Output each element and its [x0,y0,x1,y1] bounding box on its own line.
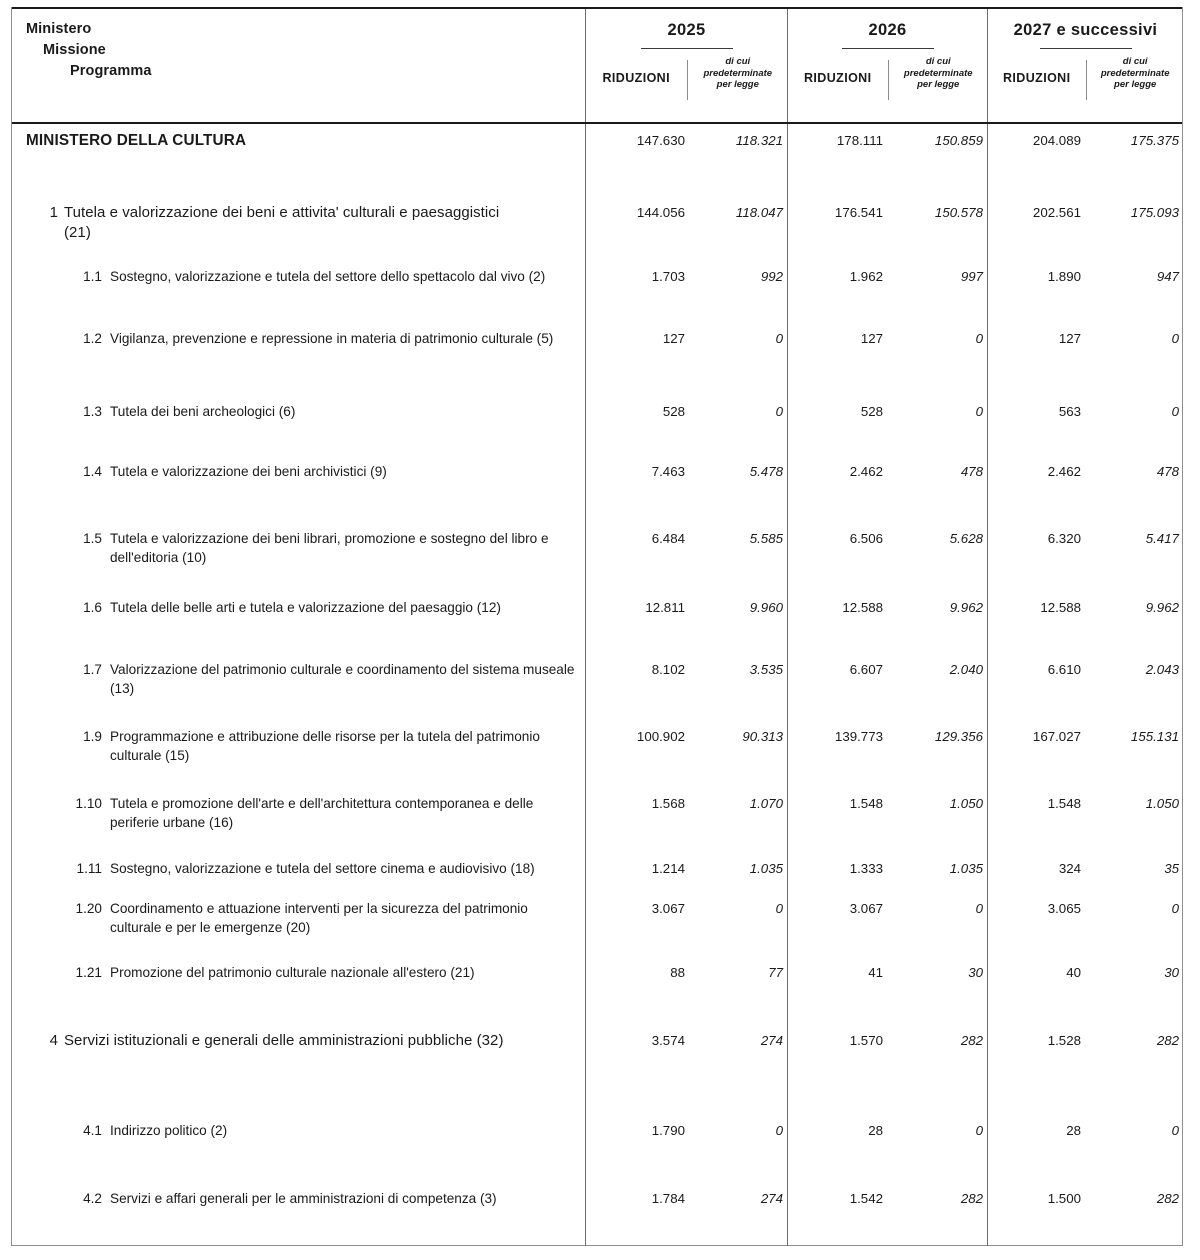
value-riduzioni: 6.320 [1047,531,1081,546]
value-riduzioni: 3.067 [651,901,685,916]
value-dicui-predeterminate: 947 [1156,269,1179,284]
value-dicui-predeterminate: 0 [975,404,983,419]
value-riduzioni: 139.773 [834,729,883,744]
row-label-cell [12,131,585,151]
header-dicui-line1: di cui [925,56,951,67]
row-label-cell [12,598,585,617]
value-dicui-predeterminate: 30 [968,965,983,980]
row-label-text: MINISTERO DELLA CULTURA [26,132,247,149]
header-subcolumn-divider [1086,60,1087,100]
value-dicui-predeterminate: 1.035 [949,861,983,876]
value-dicui-predeterminate: 35 [1164,861,1179,876]
header-dicui-line1: di cui [1122,56,1148,67]
value-riduzioni: 1.962 [849,269,883,284]
header-year-label: 2027 e successivi [1013,21,1158,39]
value-dicui-predeterminate: 5.478 [749,464,783,479]
row-number: 1.10 [75,796,102,811]
header-dicui-line1: di cui [725,56,751,67]
value-riduzioni: 202.561 [1032,205,1081,220]
value-dicui-predeterminate: 274 [760,1033,783,1048]
value-dicui-predeterminate: 282 [1156,1191,1179,1206]
value-riduzioni: 167.027 [1032,729,1081,744]
row-number: 1.21 [75,965,102,980]
value-riduzioni: 178.111 [836,133,883,148]
row-number: 1.11 [76,861,102,876]
value-dicui-predeterminate: 129.356 [934,729,983,744]
value-riduzioni: 1.568 [651,796,685,811]
row-label-text: Servizi e affari generali per le amministrazioni di competenza (3) [110,1191,497,1206]
header-dicui-label [1089,56,1181,91]
value-riduzioni: 6.607 [849,662,883,677]
value-riduzioni: 204.089 [1032,133,1081,148]
row-label-text: Programmazione e attribuzione delle risorse per la tutela del patrimonio culturale (15) [110,729,540,763]
value-riduzioni: 127 [662,331,685,346]
value-riduzioni: 40 [1066,965,1081,980]
value-dicui-predeterminate: 274 [760,1191,783,1206]
header-year-label: 2026 [868,21,907,39]
value-riduzioni: 1.548 [1047,796,1081,811]
row-number: 1.2 [83,331,102,346]
value-dicui-predeterminate: 3.535 [749,662,783,677]
value-riduzioni: 28 [868,1123,883,1138]
value-dicui-predeterminate: 9.962 [949,600,983,615]
value-riduzioni: 1.784 [651,1191,685,1206]
row-label-cell [12,727,585,765]
value-riduzioni: 100.902 [636,729,685,744]
value-riduzioni: 1.333 [849,861,883,876]
header-year-rule [842,48,934,49]
row-label-cell [12,794,585,832]
value-riduzioni: 127 [860,331,883,346]
value-dicui-predeterminate: 0 [1171,901,1179,916]
header-programma-label: Programma [70,63,152,79]
column-separator-2027 [987,124,988,1246]
value-dicui-predeterminate: 118.047 [735,205,783,220]
value-riduzioni: 1.528 [1047,1033,1081,1048]
value-riduzioni: 6.610 [1047,662,1081,677]
row-number: 1.1 [83,269,102,284]
value-dicui-predeterminate: 0 [775,901,783,916]
value-dicui-predeterminate: 0 [775,1123,783,1138]
value-dicui-predeterminate: 992 [760,269,783,284]
value-dicui-predeterminate: 282 [1156,1033,1179,1048]
value-dicui-predeterminate: 150.578 [934,205,983,220]
value-dicui-predeterminate: 90.313 [742,729,783,744]
value-riduzioni: 41 [868,965,883,980]
table-body [12,124,1182,1246]
value-riduzioni: 12.588 [842,600,883,615]
row-label-cell [12,899,585,937]
header-dicui-line3: per legge [716,79,759,90]
value-dicui-predeterminate: 77 [768,965,783,980]
header-riduzioni-label: RIDUZIONI [804,71,872,85]
header-subcolumns [788,56,987,104]
header-year-label: 2025 [667,21,706,39]
value-riduzioni: 1.570 [849,1033,883,1048]
header-subcolumn-divider [888,60,889,100]
value-dicui-predeterminate: 5.417 [1145,531,1179,546]
row-label-text: Servizi istituzionali e generali delle amministrazioni pubbliche (32) [64,1032,504,1049]
value-riduzioni: 2.462 [849,464,883,479]
row-number: 1.3 [83,404,102,419]
table-header [12,7,1182,124]
value-riduzioni: 88 [670,965,685,980]
row-label-text: Promozione del patrimonio culturale nazionale all'estero (21) [110,965,475,980]
value-dicui-predeterminate: 478 [1156,464,1179,479]
row-number: 1.5 [83,531,102,546]
header-dicui-line2: predeterminate [1100,67,1170,79]
row-label-cell [12,859,585,878]
value-riduzioni: 6.506 [849,531,883,546]
value-dicui-predeterminate: 118.321 [735,133,783,148]
header-group-2025 [585,9,787,122]
row-label-text: Indirizzo politico (2) [110,1123,228,1138]
value-riduzioni: 528 [860,404,883,419]
row-label-text: Vigilanza, prevenzione e repressione in materia di patrimonio culturale (5) [110,331,554,346]
value-dicui-predeterminate: 997 [960,269,983,284]
header-missione-label: Missione [43,42,106,58]
value-riduzioni: 563 [1058,404,1081,419]
row-label-text: Tutela e promozione dell'arte e dell'architettura contemporanea e delle periferie urbane (16) [110,796,534,830]
value-riduzioni: 8.102 [651,662,685,677]
value-riduzioni: 3.065 [1047,901,1081,916]
row-number: 1 [49,204,58,221]
value-dicui-predeterminate: 0 [975,331,983,346]
value-dicui-predeterminate: 478 [960,464,983,479]
value-dicui-predeterminate: 30 [1164,965,1179,980]
row-label-cell [12,963,585,982]
header-dicui-label [691,56,785,91]
value-riduzioni: 1.703 [651,269,685,284]
value-dicui-predeterminate: 2.040 [949,662,983,677]
header-dicui-label [891,56,985,91]
value-riduzioni: 144.056 [636,205,685,220]
value-dicui-predeterminate: 5.628 [949,531,983,546]
value-dicui-predeterminate: 0 [1171,1123,1179,1138]
row-label-text: Tutela e valorizzazione dei beni librari, promozione e sostegno del libro e dell'editoria (10) [110,531,549,565]
header-riduzioni-label: RIDUZIONI [1003,71,1071,85]
header-year-rule [1040,48,1132,49]
value-riduzioni: 12.588 [1040,600,1081,615]
value-dicui-predeterminate: 2.043 [1145,662,1179,677]
value-riduzioni: 127 [1058,331,1081,346]
value-dicui-predeterminate: 175.375 [1130,133,1179,148]
value-dicui-predeterminate: 5.585 [749,531,783,546]
value-dicui-predeterminate: 1.050 [1145,796,1179,811]
row-label-cell [12,329,585,348]
value-riduzioni: 528 [662,404,685,419]
row-label-text: Tutela e valorizzazione dei beni e attivita' culturali e paesaggistici (21) [64,204,500,241]
row-label-text: Sostegno, valorizzazione e tutela del settore cinema e audiovisivo (18) [110,861,535,876]
value-dicui-predeterminate: 9.962 [1145,600,1179,615]
row-label-cell [12,529,585,567]
row-number: 1.7 [83,662,102,677]
value-dicui-predeterminate: 1.070 [749,796,783,811]
value-riduzioni: 176.541 [834,205,883,220]
header-year-rule [641,48,733,49]
value-riduzioni: 1.790 [651,1123,685,1138]
row-label-text: Tutela e valorizzazione dei beni archivistici (9) [110,464,387,479]
value-riduzioni: 1.214 [651,861,685,876]
value-riduzioni: 3.067 [849,901,883,916]
row-label-cell [12,203,585,243]
value-riduzioni: 1.890 [1047,269,1081,284]
value-riduzioni: 12.811 [645,600,685,615]
row-label-cell [12,1189,585,1208]
column-separator-2026 [787,124,788,1246]
value-riduzioni: 147.630 [636,133,685,148]
value-riduzioni: 1.548 [849,796,883,811]
header-group-2026 [787,9,987,122]
header-group-2027 [987,9,1183,122]
table-frame [11,7,1183,1246]
column-separator-stub [585,124,586,1246]
header-subcolumns [586,56,787,104]
value-riduzioni: 28 [1066,1123,1081,1138]
row-number: 1.4 [83,464,102,479]
row-label-text: Valorizzazione del patrimonio culturale e coordinamento del sistema museale (13) [110,662,575,696]
row-label-cell [12,660,585,698]
value-riduzioni: 7.463 [651,464,685,479]
header-subcolumn-divider [687,60,688,100]
header-dicui-line2: predeterminate [903,67,973,79]
value-riduzioni: 2.462 [1047,464,1081,479]
row-label-text: Coordinamento e attuazione interventi per la sicurezza del patrimonio culturale e per le emergenze (20) [110,901,528,935]
value-riduzioni: 1.542 [849,1191,883,1206]
header-ministero-label: Ministero [26,21,92,37]
row-number: 4.1 [83,1123,102,1138]
value-dicui-predeterminate: 282 [960,1033,983,1048]
value-dicui-predeterminate: 150.859 [934,133,983,148]
header-dicui-line2: predeterminate [703,67,773,79]
row-label-text: Tutela dei beni archeologici (6) [110,404,296,419]
value-riduzioni: 1.500 [1047,1191,1081,1206]
row-label-text: Sostegno, valorizzazione e tutela del settore dello spettacolo dal vivo (2) [110,269,546,284]
value-riduzioni: 6.484 [651,531,685,546]
value-dicui-predeterminate: 0 [975,901,983,916]
value-dicui-predeterminate: 282 [960,1191,983,1206]
row-label-cell [12,1121,585,1140]
row-label-cell [12,402,585,421]
row-label-text: Tutela delle belle arti e tutela e valorizzazione del paesaggio (12) [110,600,501,615]
value-dicui-predeterminate: 9.960 [749,600,783,615]
value-riduzioni: 3.574 [651,1033,685,1048]
value-dicui-predeterminate: 155.131 [1130,729,1179,744]
value-dicui-predeterminate: 0 [775,331,783,346]
value-dicui-predeterminate: 0 [1171,404,1179,419]
row-label-cell [12,1031,585,1051]
row-label-cell [12,267,585,286]
header-subcolumns [988,56,1183,104]
value-riduzioni: 324 [1058,861,1081,876]
header-dicui-line3: per legge [917,79,960,90]
header-riduzioni-label: RIDUZIONI [602,71,670,85]
value-dicui-predeterminate: 0 [975,1123,983,1138]
value-dicui-predeterminate: 0 [1171,331,1179,346]
row-label-cell [12,462,585,481]
row-number: 4 [49,1032,58,1049]
row-number: 1.9 [83,729,102,744]
row-number: 4.2 [83,1191,102,1206]
value-dicui-predeterminate: 1.050 [949,796,983,811]
header-dicui-line3: per legge [1114,79,1157,90]
value-dicui-predeterminate: 1.035 [749,861,783,876]
header-stub-column [12,9,585,122]
value-dicui-predeterminate: 175.093 [1130,205,1179,220]
row-number: 1.6 [83,600,102,615]
value-dicui-predeterminate: 0 [775,404,783,419]
row-number: 1.20 [75,901,102,916]
